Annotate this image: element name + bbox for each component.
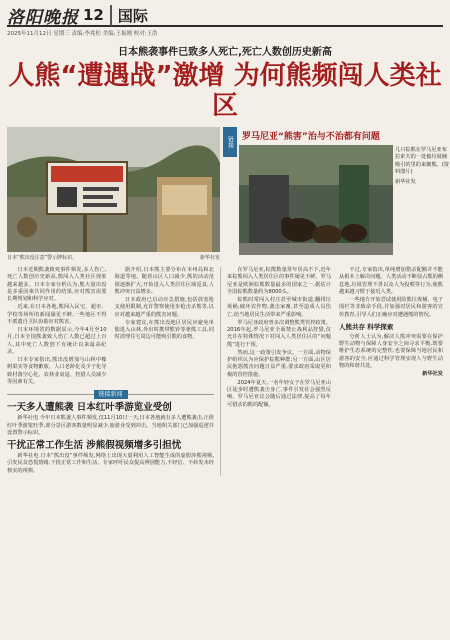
body-paragraph: 不过,专家指出,单纯增加猎杀配额并不能从根本上解决问题。人类活动不断侵占熊的栖息地,垃圾管理不善以及人为投喂等行为,使熊越来越习惯于接近人类。: [339, 267, 443, 295]
body-paragraph: 罗马尼亚政府曾多次调整熊类管控政策。2016年起,罗马尼亚全面禁止战利品狩猎,仅允许在特殊情况下对闯入人类居住区的“问题熊”进行干预。: [227, 319, 331, 348]
sub-article-body-1: 新华社电 今年日本熊袭人事件频发,仅11月10日一天,日本各地就有多人遭熊袭击,正值红叶季游览旺季,部分景区游客数量明显减少,旅游业受到冲击。当地相关部门已加强巡逻并设置警示标识。: [7, 415, 214, 436]
article-body: [7, 267, 443, 476]
left-photo-block: [7, 127, 220, 261]
right-section-title: 人熊共存 科学探索: [339, 322, 394, 331]
right-photo-row: [239, 145, 450, 255]
photo-caption-row: [7, 254, 220, 261]
body-paragraph: 日本环境省的数据显示,今年4月至10月,日本全国熊袭致人伤亡人数已超过上百人,其中死亡人数创下有统计以来最高纪录。: [7, 327, 107, 355]
dateline: 2025年11月12日 星期三 责编:李兆松 美编:王振刚 校对:王浩: [7, 31, 158, 37]
sub-article-title-2: 干扰正常工作生活 涉熊假视频增多引担忧: [7, 440, 182, 451]
body-paragraph: 日本政府已启动应急措施,包括放宽枪支使用限制,允许警察使用步枪击杀熊等,以应对越来越严重的熊害问题。: [114, 297, 214, 318]
right-body-sub-2: [335, 267, 443, 476]
photo-credit: 新华社发: [199, 255, 220, 261]
headline: 人熊“遭遇战”激增 为何熊频闯人类社区: [8, 61, 442, 121]
bears-photo-caption: [395, 145, 450, 255]
body-paragraph: 专家建议,在熊出没地区居民应避免单独进入山林,外出时携带熊铃等驱熊工具,同时清理住宅周边可能吸引熊的食物。: [114, 319, 214, 341]
kicker: 日本熊袭事件已致多人死亡,死亡人数创历史新高: [118, 47, 332, 58]
right-column-top: [239, 127, 450, 261]
body-paragraph: 日本近期熊袭致死事件频发,多人伤亡,死亡人数创历史新高,熊闯入人类社区现象越来越多。日本专家分析认为,熊大量出没是多重因素共同作用的结果,应对熊害需要长期规划和科学应对。: [7, 267, 107, 302]
body-paragraph: 2024年夏天,一名年轻女子在罗马尼亚山区徒步时遭熊袭击身亡,事件引发社会强烈反响。罗马尼亚议会随后通过法律,提高了每年可猎杀的熊的配额。: [227, 379, 331, 408]
sub-article-title-1: 一天多人遭熊袭 日本红叶季游览业受创: [7, 402, 172, 414]
right-column: [220, 267, 443, 476]
body-paragraph: 分析人士认为,解决人熊冲突需要在保护野生动物与保障人身安全之间寻求平衡,既要维护生态系统的完整性,也要保障当地居民和游客的安全,应通过科学管理实现人与野生动物的和谐共处。: [339, 333, 443, 369]
bears-caption-text: 几只棕熊在罗马尼亚布拉索夫的一处被垃圾桶吸引的里的来聚熊。(资料图片): [395, 147, 449, 176]
divider-line-right: [128, 394, 215, 395]
masthead: [7, 5, 443, 27]
body-paragraph: 近来,在日本各地,熊闯入民宅、超市、学校等场所的新闻屡见不鲜,一些地区不得不派遣自卫队协助应对熊害。: [7, 304, 107, 325]
left-body-sub-2: [111, 267, 215, 387]
top-section: [7, 127, 449, 261]
right-body-sub-1: [227, 267, 335, 476]
side-article-title: 罗马尼亚“熊害”治与不治都有问题: [242, 132, 380, 142]
body-paragraph: 一些地方开始尝试使用防熊垃圾桶、电子围栏等非致命手段,并加强对居民和游客的宣传教育,引导人们正确应对遭遇熊的情况。: [339, 297, 443, 318]
paper-name: 洛阳晚报: [7, 7, 79, 28]
right-body-credit: 新华社发: [422, 371, 443, 377]
body-paragraph: 在罗马尼亚,棕熊数量常年居高不下,近年来棕熊闯入人类居住区的事件屡见不鲜。罗马尼亚是欧洲棕熊数量最多的国家之一,据估计全国棕熊数量约为8000头。: [227, 267, 331, 295]
divider-line-left: [7, 394, 94, 395]
related-news-divider: [7, 390, 214, 399]
related-news-label: 链接新闻: [94, 390, 128, 399]
body-paragraph: 然而,这一政策引发争议。一方面,动物保护组织认为应保护棕熊种群;另一方面,山区居民抱怨熊害问题日益严重,要求政府采取更积极的管控措施。: [227, 349, 331, 378]
left-body-sub-1: [7, 267, 111, 387]
body-paragraph: 棕熊时常闯入村庄甚至城市街道,翻找垃圾桶,破坏农作物,袭击家畜,甚至造成人员伤亡,给当地居民生活带来严重影响。: [227, 297, 331, 318]
body-paragraph: 日本专家指出,熊出没增加与山林中橡树果实等食物歉收、人口老龄化及少子化导致村落空心化、农林业衰退、狩猎人员减少等因素有关。: [7, 357, 107, 385]
left-body-columns: [7, 267, 214, 387]
warning-sign-photo: [7, 127, 220, 252]
bears-photo-credit: 新华社发: [395, 178, 416, 185]
page-number: 12: [83, 6, 104, 24]
link-tag: 链接: [223, 127, 237, 157]
left-column: [7, 267, 220, 476]
sub-article-body-2: 新华社电 日本“熊出没”事件频发,网络上出现大量利用人工智能生成的虚假涉熊视频,引发民众恐慌情绪,干扰正常工作和生活。专家呼吁民众提高辨别能力,不轻信、不转发未经核实的视频。: [7, 453, 214, 474]
body-paragraph: 据介绍,日本熊主要分布在本州岛和北海道等地。随着山区人口减少,熊的活动范围逐渐扩大,开始进入人类居住区域觅食,人熊冲突日益增多。: [114, 267, 214, 295]
bears-photo: [239, 145, 393, 255]
photo-caption: 日本“熊出没注意”警示牌标识。: [7, 255, 78, 261]
section-name: 国际: [110, 5, 148, 26]
